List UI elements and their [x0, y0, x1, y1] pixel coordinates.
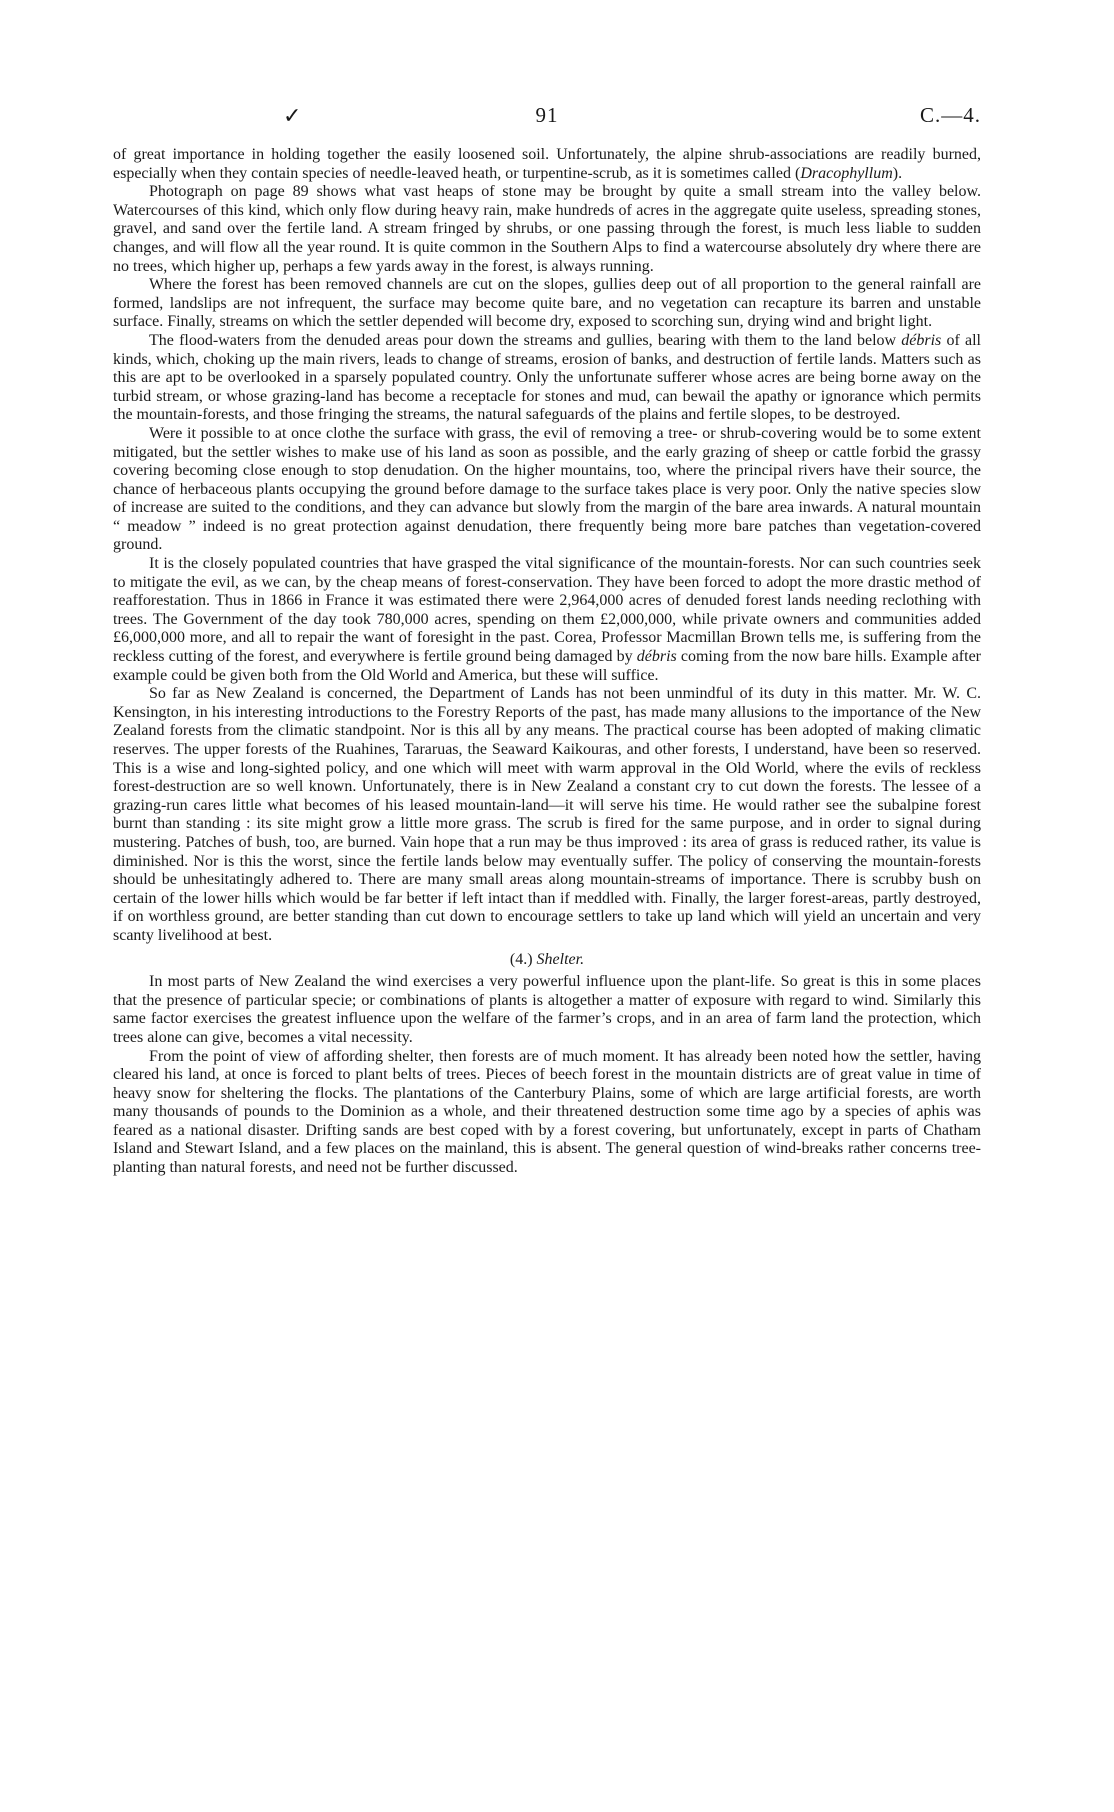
text-run: Photograph on page 89 shows what vast heaps of stone may be brought by quite a small stream into the valley below. Watercourses of this kind, which only flow during heavy rain, make hundreds of acres in the aggregate quite useless, spreading stones, gravel, and sand over the fertile land. A stream fringed by shrubs, or one passing through the forest, is much less liable to sudden changes, and will flow all the year round. It is quite common in the Southern Alps to find a watercourse absolutely dry where there are no trees, which higher up, perhaps a few yards away in the forest, is always running.	[113, 183, 981, 275]
text-run: The flood-waters from the denuded areas pour down the streams and gullies, bearing with them to the land below	[149, 331, 902, 349]
italic-text: débris	[901, 331, 942, 349]
text-run: In most parts of New Zealand the wind exercises a very powerful influence upon the plant-life. So great is this in some places that the presence of particular specie; or combinations of plants is altogether a matter of exposure with regard to wind. Similarly this same factor exercises the greatest influence upon the welfare of the farmer’s crops, and in an area of farm land the protection, which trees alone can give, becomes a vital necessity.	[113, 973, 981, 1046]
page-header	[113, 103, 981, 129]
page-number: 91	[535, 103, 559, 127]
paragraph	[113, 276, 981, 332]
text-run: So far as New Zealand is concerned, the Department of Lands has not been unmindful of its duty in this matter. Mr. W. C. Kensington, in his interesting introductions to the Forestry Reports of the past, has made many allusions to the importance of the New Zealand forests from the climatic standpoint. Nor is this all by any means. The practical course has been adopted of making climatic reserves. The upper forests of the Ruahines, Tararuas, the Seaward Kaikouras, and other forests, I understand, have been so reserved. This is a wise and long-sighted policy, and one which will meet with warm approval in the Old World, where the evils of reckless forest-destruction are so well known. Unfortunately, there is in New Zealand a constant cry to cut down the forests. The lessee of a grazing-run cares little what becomes of his leased mountain-land—it will serve his time. He would rather see the subalpine forest burnt than standing : its site might grow a little more grass. The scrub is fired for the same purpose, and in order to signal during mustering. Patches of bush, too, are burned. Vain hope that a run may be thus improved : its area of grass is reduced rather, its value is diminished. Nor is this the worst, since the fertile lands below may eventually suffer. The policy of conserving the mountain-forests should be unhesitatingly adhered to. There are many small areas along mountain-streams of importance. There is scrubby bush on certain of the lower hills which would be far better if left intact than if meddled with. Finally, the larger forest-areas, partly destroyed, if on worthless ground, are better standing than cut down to encourage settlers to take up land which will yield an uncertain and very scanty livelihood at best.	[113, 685, 981, 944]
italic-text: débris	[636, 648, 677, 666]
paragraph	[113, 146, 981, 183]
paragraph	[113, 555, 981, 685]
document-body	[113, 146, 981, 1178]
document-reference: C.—4.	[919, 103, 981, 127]
text-run: Were it possible to at once clothe the surface with grass, the evil of removing a tree- or shrub-covering would be to some extent mitigated, but the settler wishes to make use of his land as soon as possible, and the early grazing of sheep or cattle forbid the grassy covering becoming close enough to stop denudation. On the higher mountains, too, where the principal rivers have their source, the chance of herbaceous plants occupying the ground before damage to the surface takes place is very poor. Only the native species slow of increase are suited to the conditions, and they can advance but slowly from the margin of the bare area inwards. A natural mountain “ meadow ” indeed is no great protection against denudation, there frequently being more bare patches than vegetation-covered ground.	[113, 424, 981, 554]
paragraph	[113, 332, 981, 425]
text-run: ).	[892, 164, 903, 182]
italic-text: Dracophyllum	[800, 164, 893, 182]
paragraph	[113, 685, 981, 945]
section-number: (4.)	[509, 950, 533, 968]
text-run: Where the forest has been removed channels are cut on the slopes, gullies deep out of all proportion to the general rainfall are formed, landslips are not infrequent, the surface may become quite bare, and no vegetation can recapture its barren and unstable surface. Finally, streams on which the settler depended will become dry, exposed to scorching sun, drying wind and bright light.	[113, 276, 981, 331]
paragraph	[113, 973, 981, 1047]
text-run: of great importance in holding together the easily loosened soil. Unfortunately, the alpine shrub-associations are readily burned, especially when they contain species of needle-leaved heath, or turpentine-scrub, as it is sometimes called (	[113, 146, 981, 182]
text-run: It is the closely populated countries that have grasped the vital significance of the mountain-forests. Nor can such countries seek to mitigate the evil, as we can, by the cheap means of forest-conservation. They have been forced to adopt the more drastic method of reafforestation. Thus in 1866 in France it was estimated there were 2,964,000 acres of denuded forest lands needing reclothing with trees. The Government of the day took 780,000 acres, spending on them £2,000,000, while private owners and communities added £6,000,000 more, and all to repair the want of foresight in the past. Corea, Professor Macmillan Brown tells me, is suffering from the reckless cutting of the forest, and everywhere is fertile ground being damaged by	[113, 555, 981, 666]
text-run: of all kinds, which, choking up the main rivers, leads to change of streams, erosion of banks, and destruction of fertile lands. Matters such as this are apt to be overlooked in a sparsely populated country. Only the unfortunate sufferer whose acres are being borne away on the turbid stream, or whose grazing-land has become a receptacle for stones and mud, can bewail the apathy or ignorance which permits the mountain-forests, and those fringing the streams, the natural safeguards of the plains and fertile slopes, to be destroyed.	[113, 331, 981, 424]
text-run: From the point of view of affording shelter, then forests are of much moment. It has already been noted how the settler, having cleared his land, at once is forced to plant belts of trees. Pieces of beech forest in the mountain districts are of great value in time of heavy snow for sheltering the flocks. The plantations of the Canterbury Plains, some of which are large artificial forests, are worth many thousands of pounds to the Dominion as a whole, and their threatened destruction some time ago by a species of aphis was feared as a national disaster. Drifting sands are best coped with by a forest covering, but unfortunately, except in parts of Chatham Island and Stewart Island, and a few places on the mainland, this is absent. The general question of wind-breaks rather concerns tree-planting than natural forests, and need not be further discussed.	[113, 1047, 981, 1177]
paragraph	[113, 1048, 981, 1178]
section-title: Shelter.	[536, 950, 585, 968]
section-heading	[113, 951, 981, 970]
text-run: coming from the now bare hills. Example after example could be given both from the Old World and America, but these will suffice.	[113, 648, 982, 684]
paragraph	[113, 425, 981, 555]
check-mark-icon: ✓	[283, 103, 302, 128]
paragraph	[113, 183, 981, 276]
